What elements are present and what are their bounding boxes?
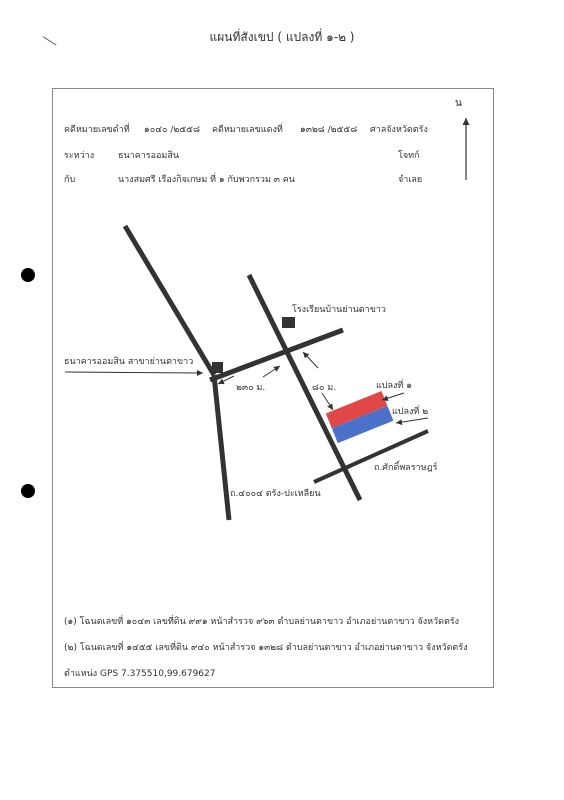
plot-2-label: แปลงที่ ๒ [392, 407, 429, 417]
road-left-diagonal [125, 226, 214, 375]
plot-1-label: แปลงที่ ๑ [376, 381, 412, 391]
court-name: ศาลจังหวัดตรัง [370, 125, 428, 135]
between-label: ระหว่าง [64, 151, 95, 161]
bank-pointer-arrow [65, 372, 203, 373]
page-title: แผนที่สังเขป ( แปลงที่ ๑-๒ ) [209, 30, 355, 44]
defendant-role: จำเลย [398, 175, 423, 185]
bank-label: ธนาคารออมสิน สาขาย่านตาขาว [64, 357, 194, 367]
black-case-no: ๑๐๔๐ /๒๕๕๘ [144, 125, 200, 135]
plot-1-arrow [382, 393, 404, 400]
road-4004-label: ถ.๔๐๐๔ ตรัง-ปะเหลียน [230, 489, 321, 499]
distance-1-arrow-right [263, 366, 280, 377]
defendant-name: นางสมศรี เรืองกิจเกษม ที่ ๑ กับพวกรวม ๓ คน [118, 175, 295, 185]
school-label: โรงเรียนบ้านย่านตาขาว [292, 305, 386, 315]
plaintiff-name: ธนาคารออมสิน [118, 151, 179, 161]
distance-1-label: ๒๓๐ ม. [236, 383, 266, 393]
distance-2-arrow-up [303, 352, 318, 368]
road-4004 [214, 375, 229, 520]
gps-text: ตำแหน่ง GPS 7.375510,99.679627 [64, 669, 216, 679]
road-sakdi-label: ถ.ศักดิ์พลราษฎร์ [374, 463, 438, 473]
school-marker [282, 317, 295, 328]
red-case-no: ๑๓๒๘ /๒๕๕๘ [300, 125, 358, 135]
black-case-label: คดีหมายเลขดำที่ [64, 125, 130, 135]
road-connector [210, 330, 343, 380]
north-label: น [455, 98, 462, 109]
with-label: กับ [64, 175, 76, 185]
plaintiff-role: โจทก์ [398, 151, 420, 161]
deed-1-text: (๑) โฉนดเลขที่ ๑๐๔๓ เลขที่ดิน ๙๙๑ หน้าสำรวจ ๙๖๓ ตำบลย่านตาขาว อำเภอย่านตาขาว จังหวัดตรัง [64, 617, 460, 627]
scribble-mark: ╲ [42, 33, 57, 49]
plot-2-arrow [396, 418, 428, 423]
bank-marker [212, 362, 223, 373]
distance-2-label: ๘๐ ม. [312, 383, 337, 393]
deed-2-text: (๒) โฉนดเลขที่ ๑๔๕๕ เลขที่ดิน ๙๔๐ หน้าสำรวจ ๑๓๒๘ ตำบลย่านตาขาว อำเภอย่านตาขาว จังหวัดตรัง [64, 643, 468, 653]
red-case-label: คดีหมายเลขแดงที่ [212, 125, 283, 135]
distance-2-arrow-down [322, 393, 333, 410]
